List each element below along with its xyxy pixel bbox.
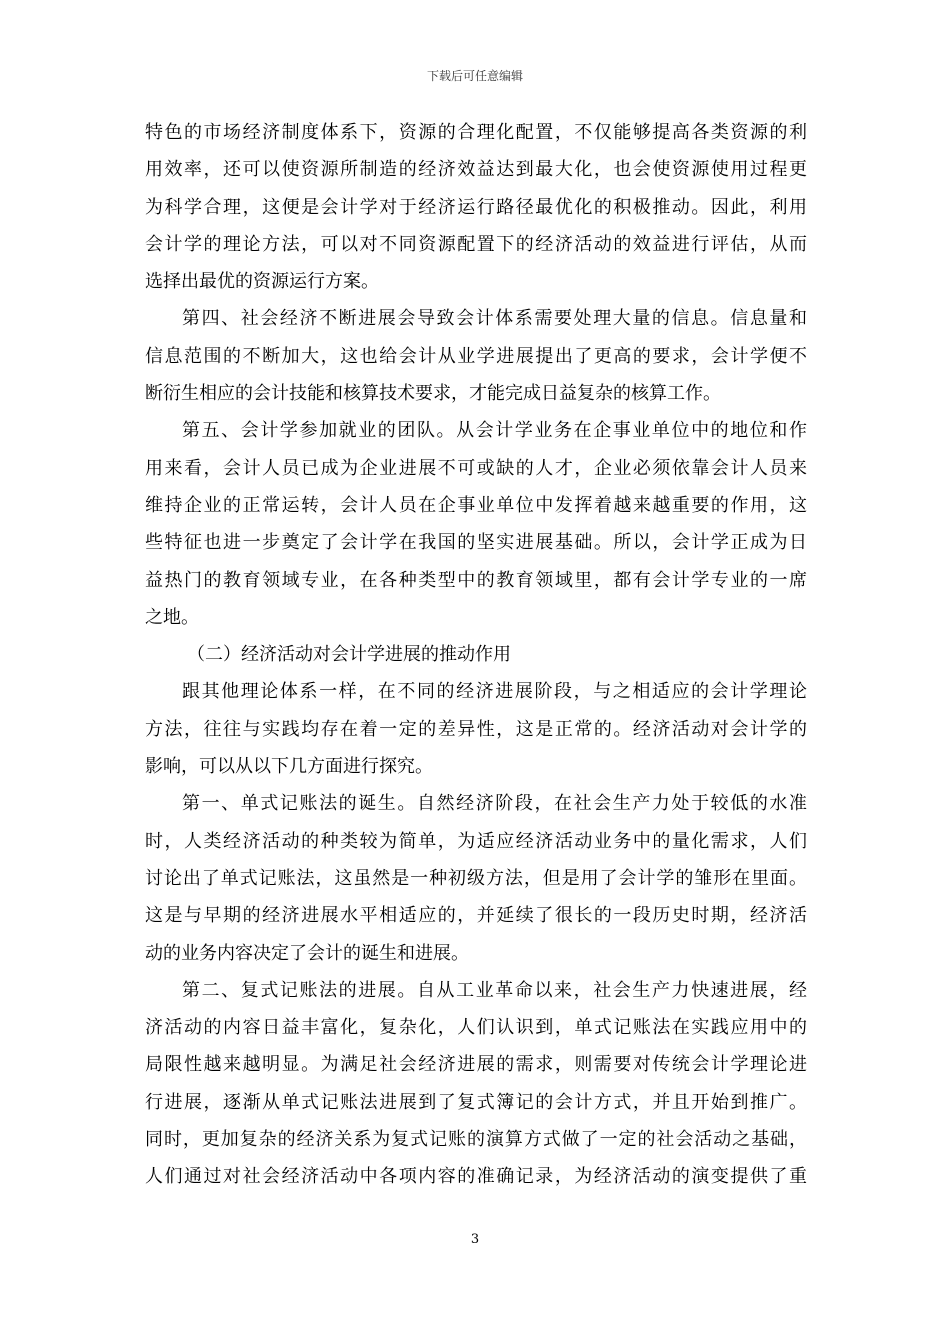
text-line: 动的业务内容决定了会计的诞生和进展。 [145, 942, 469, 964]
text-line: 会计学的理论方法，可以对不同资源配置下的经济活动的效益进行评估，从而 [145, 233, 807, 255]
document-body [145, 114, 807, 1196]
text-line: 特色的市场经济制度体系下，资源的合理化配置，不仅能够提高各类资源的利 [145, 122, 807, 143]
text-line: 影响，可以从以下几方面进行探究。 [145, 756, 433, 778]
text-line: 济活动的内容日益丰富化，复杂化，人们认识到，单式记账法在实践应用中的 [145, 1017, 807, 1039]
text-line: 方法，往往与实践均存在着一定的差异性，这是正常的。经济活动对会计学的 [145, 718, 807, 740]
page-number: 3 [470, 1232, 480, 1247]
text-line: 行进展，逐渐从单式记账法进展到了复式簿记的会计方式，并且开始到推广。 [145, 1091, 807, 1113]
text-line: 断衍生相应的会计技能和核算技术要求，才能完成日益复杂的核算工作。 [145, 383, 721, 405]
text-line: 这是与早期的经济进展水平相适应的，并延续了很长的一段历史时期，经济活 [145, 905, 807, 927]
text-line: 局限性越来越明显。为满足社会经济进展的需求，则需要对传统会计学理论进 [145, 1054, 807, 1076]
text-line: 之地。 [145, 606, 199, 628]
page-header: 下载后可任意编辑 [426, 69, 523, 83]
text-line: 信息范围的不断加大，这也给会计从业学进展提出了更高的要求，会计学便不 [145, 345, 807, 367]
paragraph-first-line: 第四、社会经济不断进展会导致会计体系需要处理大量的信息。信息量和 [182, 308, 807, 330]
text-line: 些特征也进一步奠定了会计学在我国的坚实进展基础。所以，会计学正成为日 [145, 532, 807, 554]
text-line: 同时，更加复杂的经济关系为复式记账的演算方式做了一定的社会活动之基础， [145, 1129, 807, 1151]
paragraph-first-line: 跟其他理论体系一样，在不同的经济进展阶段，与之相适应的会计学理论 [182, 681, 807, 703]
text-line: 用效率，还可以使资源所制造的经济效益达到最大化，也会使资源使用过程更 [145, 159, 807, 181]
text-line: 维持企业的正常运转，会计人员在企事业单位中发挥着越来越重要的作用，这 [145, 494, 807, 516]
text-line: 时，人类经济活动的种类较为简单，为适应经济活动业务中的量化需求，人们 [145, 830, 807, 852]
paragraph-first-line: 第一、单式记账法的诞生。自然经济阶段，在社会生产力处于较低的水准 [182, 793, 807, 815]
paragraph-first-line: 第二、复式记账法的进展。自从工业革命以来，社会生产力快速进展，经 [182, 979, 807, 1001]
text-line: 用来看，会计人员已成为企业进展不可或缺的人才，企业必须依靠会计人员来 [145, 457, 807, 479]
text-line: 益热门的教育领域专业，在各种类型中的教育领域里，都有会计学专业的一席 [145, 569, 807, 591]
text-line: 讨论出了单式记账法，这虽然是一种初级方法，但是用了会计学的雏形在里面。 [145, 867, 807, 889]
text-line: 人们通过对社会经济活动中各项内容的准确记录，为经济活动的演变提供了重 [145, 1166, 807, 1188]
text-line: 选择出最优的资源运行方案。 [145, 271, 379, 293]
paragraph-first-line: 第五、会计学参加就业的团队。从会计学业务在企事业单位中的地位和作 [182, 420, 807, 442]
text-line: 为科学合理，这便是会计学对于经济运行路径最优化的积极推动。因此，利用 [145, 196, 807, 218]
section-heading: （二）经济活动对会计学进展的推动作用 [187, 644, 511, 666]
